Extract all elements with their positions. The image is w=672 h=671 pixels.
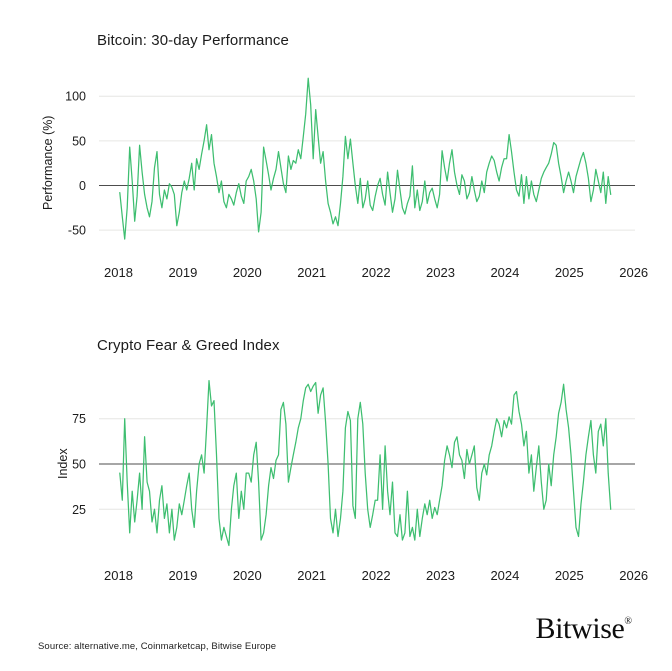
- y-axis-label-index: Index: [56, 448, 70, 480]
- y-tick-label: 50: [72, 457, 86, 472]
- x-tick-label: 2026: [619, 265, 649, 280]
- bitwise-logo: [536, 607, 632, 644]
- y-tick-label: 75: [72, 412, 86, 427]
- x-tick-label: 2025: [554, 568, 584, 583]
- y-tick-label: 25: [72, 502, 86, 517]
- bitwise-logo-text: Bitwise: [535, 612, 625, 645]
- x-tick-label: 2024: [490, 568, 520, 583]
- x-tick-label: 2020: [232, 568, 262, 583]
- y-tick-label: 100: [65, 89, 86, 104]
- x-tick-label: 2019: [168, 265, 198, 280]
- x-tick-label: 2022: [361, 568, 391, 583]
- chart-title-fear-greed: Crypto Fear & Greed Index: [97, 337, 280, 354]
- x-tick-label: 2023: [426, 265, 455, 280]
- chart-title-bitcoin-performance: Bitcoin: 30-day Performance: [97, 32, 289, 49]
- y-tick-label: -50: [67, 223, 86, 238]
- x-tick-label: 2021: [297, 265, 327, 280]
- y-tick-label: 50: [72, 134, 86, 149]
- x-tick-label: 2022: [361, 265, 391, 280]
- registered-trademark-icon: ®: [624, 616, 632, 627]
- x-tick-label: 2020: [232, 265, 262, 280]
- series-line-bitcoin-performance: [120, 78, 611, 239]
- x-tick-label: 2018: [104, 568, 133, 583]
- x-tick-label: 2023: [426, 568, 455, 583]
- x-tick-label: 2021: [297, 568, 327, 583]
- source-note: Source: alternative.me, Coinmarketcap, Bitwise Europe: [38, 641, 277, 652]
- y-axis-label-performance: Performance (%): [41, 115, 55, 211]
- x-tick-label: 2019: [168, 568, 198, 583]
- x-tick-label: 2025: [554, 265, 584, 280]
- x-tick-label: 2026: [619, 568, 649, 583]
- x-tick-label: 2024: [490, 265, 520, 280]
- series-line-fear-greed: [120, 381, 611, 546]
- x-tick-label: 2018: [104, 265, 133, 280]
- y-tick-label: 0: [79, 179, 86, 193]
